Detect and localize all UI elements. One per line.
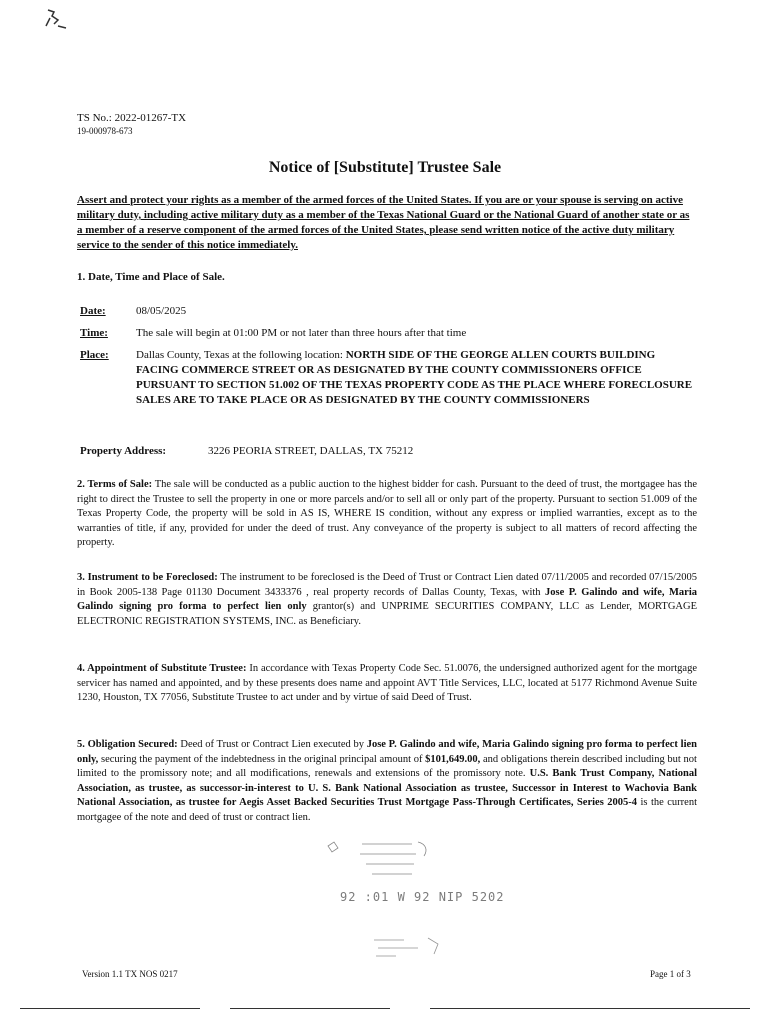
military-notice: Assert and protect your rights as a member of the armed forces of the United States. If you are or your spouse is serving on active military duty, including active military duty as a member of the Texas National Guard or the National Guard of another state or as a member of a reserve component of the armed forces of the United States, please send written notice of the active duty military service to the sender of this notice immediately. [77,194,690,251]
filing-stamp-date: 92 :01 W 92 NIP 5202 [340,890,505,904]
section-2-terms [77,478,697,551]
section-2-heading: 2. Terms of Sale: [77,479,153,490]
page-title: Notice of [Substitute] Trustee Sale [268,159,502,176]
section-4-heading: 4. Appointment of Substitute Trustee: [77,663,247,674]
scan-mark-icon [40,6,72,32]
section-4-text: In accordance with Texas Property Code Sec. 51.0076, the undersigned authorized agent for the mortgage servicer has named and appointed, and by these presents does name and appoint AVT Title Services, LLC, located at 5177 Richmond Avenue Suite 1230, Houston, TX 77056, Substitute Trustee to act under and by virtue of said Deed of Trust. [77,663,697,704]
bottom-rule-left [20,1008,200,1009]
time-label: Time: [80,327,108,339]
time-row [80,326,700,341]
ts-number: TS No.: 2022-01267-TX [77,112,187,124]
place-value [136,348,700,408]
section-1-heading: 1. Date, Time and Place of Sale. [77,271,225,283]
reference-number: 19-000978-673 [77,126,133,136]
section-5-text-d: is the current mortgagee of the note and deed of trust or contract lien. [77,797,697,823]
section-3-heading: 3. Instrument to be Foreclosed: [77,572,218,583]
place-label: Place: [80,349,109,361]
date-row [80,304,700,319]
section-5-text-a: Deed of Trust or Contract Lien executed by [177,739,367,750]
section-5-heading: 5. Obligation Secured: [77,739,178,750]
place-prefix: Dallas County, Texas at the following location: [136,349,346,361]
section-3-text-a: The instrument to be foreclosed is the Deed of Trust or Contract Lien dated 07/11/2005 and recorded 07/15/2005 in Book 2005-138 Page 01130 Document 3433376 , real property records of Dallas County, Texas, with [77,572,697,598]
section-5-grantor: Jose P. Galindo and wife, Maria Galindo signing pro forma to perfect lien only, [77,739,697,765]
filing-stamp-icon [322,836,482,892]
bottom-rule-right [430,1008,750,1009]
footer-version: Version 1.1 TX NOS 0217 [82,969,178,979]
property-address-row [80,445,413,457]
bottom-rule-center [230,1008,390,1009]
section-3-instrument [77,571,697,629]
section-5-obligation [77,738,697,826]
property-address-value: 3226 PEORIA STREET, DALLAS, TX 75212 [208,445,414,457]
section-4-appointment [77,662,697,706]
filing-stamp-lower-icon [368,932,468,962]
date-value: 08/05/2025 [136,305,187,317]
ts-number-block [77,112,186,138]
section-2-text: The sale will be conducted as a public auction to the highest bidder for cash. Pursuant to the deed of trust, the mortgagee has the right to direct the Trustee to sell the property in one or more parcels and/or to sell all or only part of the property. Pursuant to section 51.009 of the Texas Property Code, the property will be sold in AS IS, WHERE IS condition, without any express or implied warranties, except as to the warranties of title, if any, provided for under the deed of trust. Any conveyance of the property is subject to all matters of record affecting the property. [77,479,698,549]
place-location: NORTH SIDE OF THE GEORGE ALLEN COURTS BUILDING FACING COMMERCE STREET OR AS DESIGNATED BY THE COUNTY COMMISSIONERS OFFICE PURSUANT TO SECTION 51.002 OF THE TEXAS PROPERTY CODE AS THE PLACE WHERE FORECLOSURE SALES ARE TO TAKE PLACE OR AS DESIGNATED BY THE COUNTY COMMISSIONERS [136,349,693,406]
section-5-mortgagee: U.S. Bank Trust Company, National Association, as trustee, as successor-in-interest to U. S. Bank National Association as trustee, Successor in Interest to Wachovia Bank National Association, as trustee for Aegis Asset Backed Securities Trust Mortgage Pass-Through Certificates, Series 2005-4 [77,768,697,809]
footer-page-number: Page 1 of 3 [650,969,691,979]
section-3-text-b: grantor(s) and UNPRIME SECURITIES COMPANY, LLC as Lender, MORTGAGE ELECTRONIC REGISTRATION SYSTEMS, INC. as Beneficiary. [77,601,697,627]
section-5-text-c: and obligations therein described including but not limited to the promissory note; and all modifications, renewals and extensions of the promissory note. [77,753,697,780]
date-label: Date: [80,305,106,317]
section-5-text-b: securing the payment of the indebtedness in the original principal amount of [98,753,426,765]
place-row [80,348,700,408]
time-value: The sale will begin at 01:00 PM or not later than three hours after that time [136,327,467,339]
section-5-amount: $101,649.00, [425,753,481,765]
section-3-grantor: Jose P. Galindo and wife, Maria Galindo signing pro forma to perfect lien only [77,586,698,613]
property-address-label: Property Address: [80,445,167,457]
